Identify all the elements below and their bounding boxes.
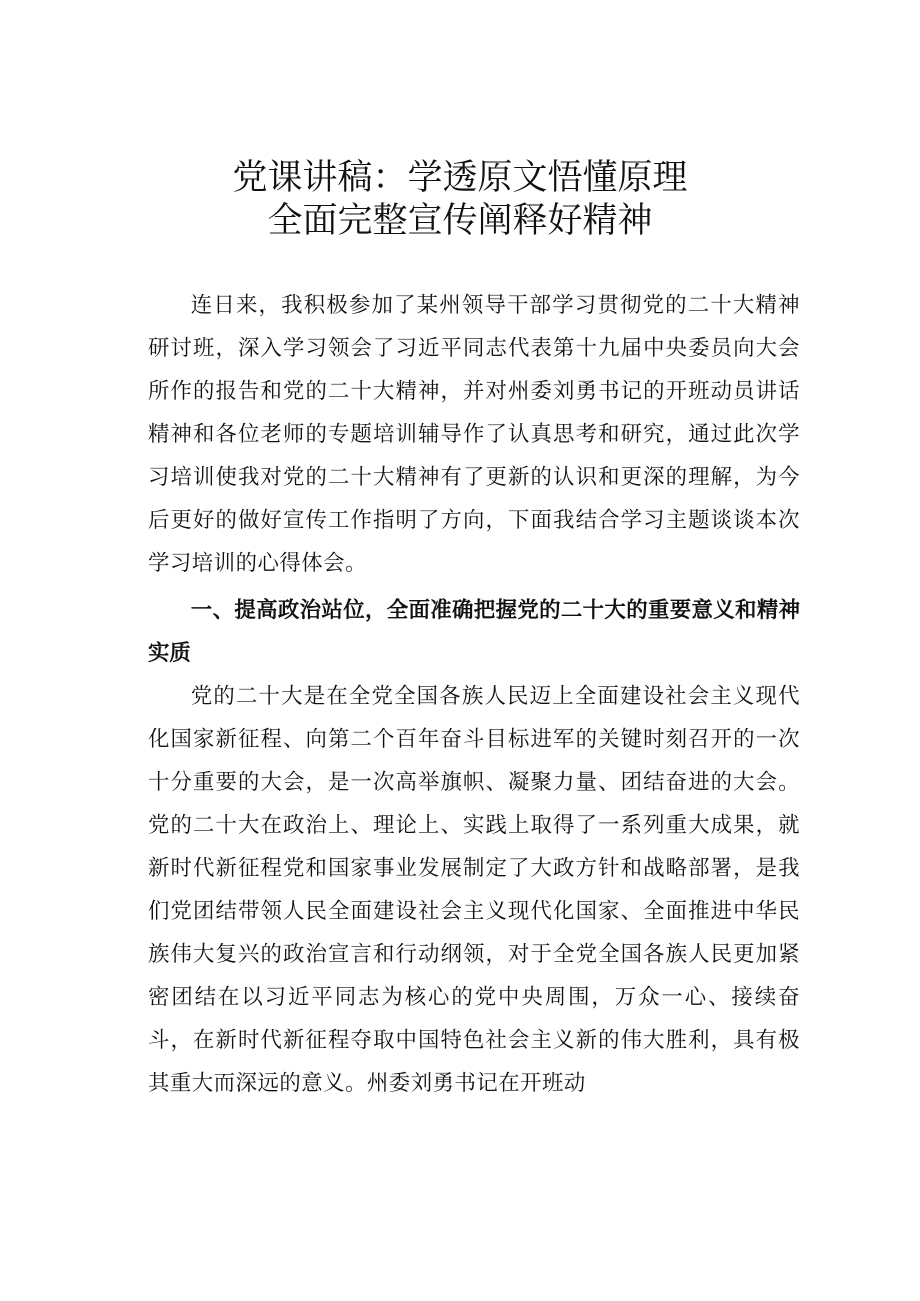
- document-title-line1: 党课讲稿：学透原文悟懂原理: [232, 158, 688, 198]
- document-title-line2: 全面完整宣传阐释好精神: [267, 201, 653, 241]
- section-heading-1: 一、提高政治站位，全面准确把握党的二十大的重要意义和精神实质: [148, 598, 800, 666]
- paragraph-section-1: 党的二十大是在全党全国各族人民迈上全面建设社会主义现代化国家新征程、向第二个百年奋斗目标进军的关键时刻召开的一次十分重要的大会，是一次高举旗帜、凝聚力量、团结奋进的大会。党的二十大在政治上、理论上、实践上取得了一系列重大成果，就新时代新征程党和国家事业发展制定了大政方针和战略部署，是我们党团结带领人民全面建设社会主义现代化国家、全面推进中华民族伟大复兴的政治宣言和行动纲领，对于全党全国各族人民更加紧密团结在以习近平同志为核心的党中央周围，万众一心、接续奋斗，在新时代新征程夺取中国特色社会主义新的伟大胜利，具有极其重大而深远的意义。州委刘勇书记在开班动: [148, 684, 800, 1096]
- paragraph-intro: 连日来，我积极参加了某州领导干部学习贯彻党的二十大精神研讨班，深入学习领会了习近平同志代表第十九届中央委员向大会所作的报告和党的二十大精神，并对州委刘勇书记的开班动员讲话精神和各位老师的专题培训辅导作了认真思考和研究，通过此次学习培训使我对党的二十大精神有了更新的认识和更深的理解，为今后更好的做好宣传工作指明了方向，下面我结合学习主题谈谈本次学习培训的心得体会。: [148, 293, 800, 576]
